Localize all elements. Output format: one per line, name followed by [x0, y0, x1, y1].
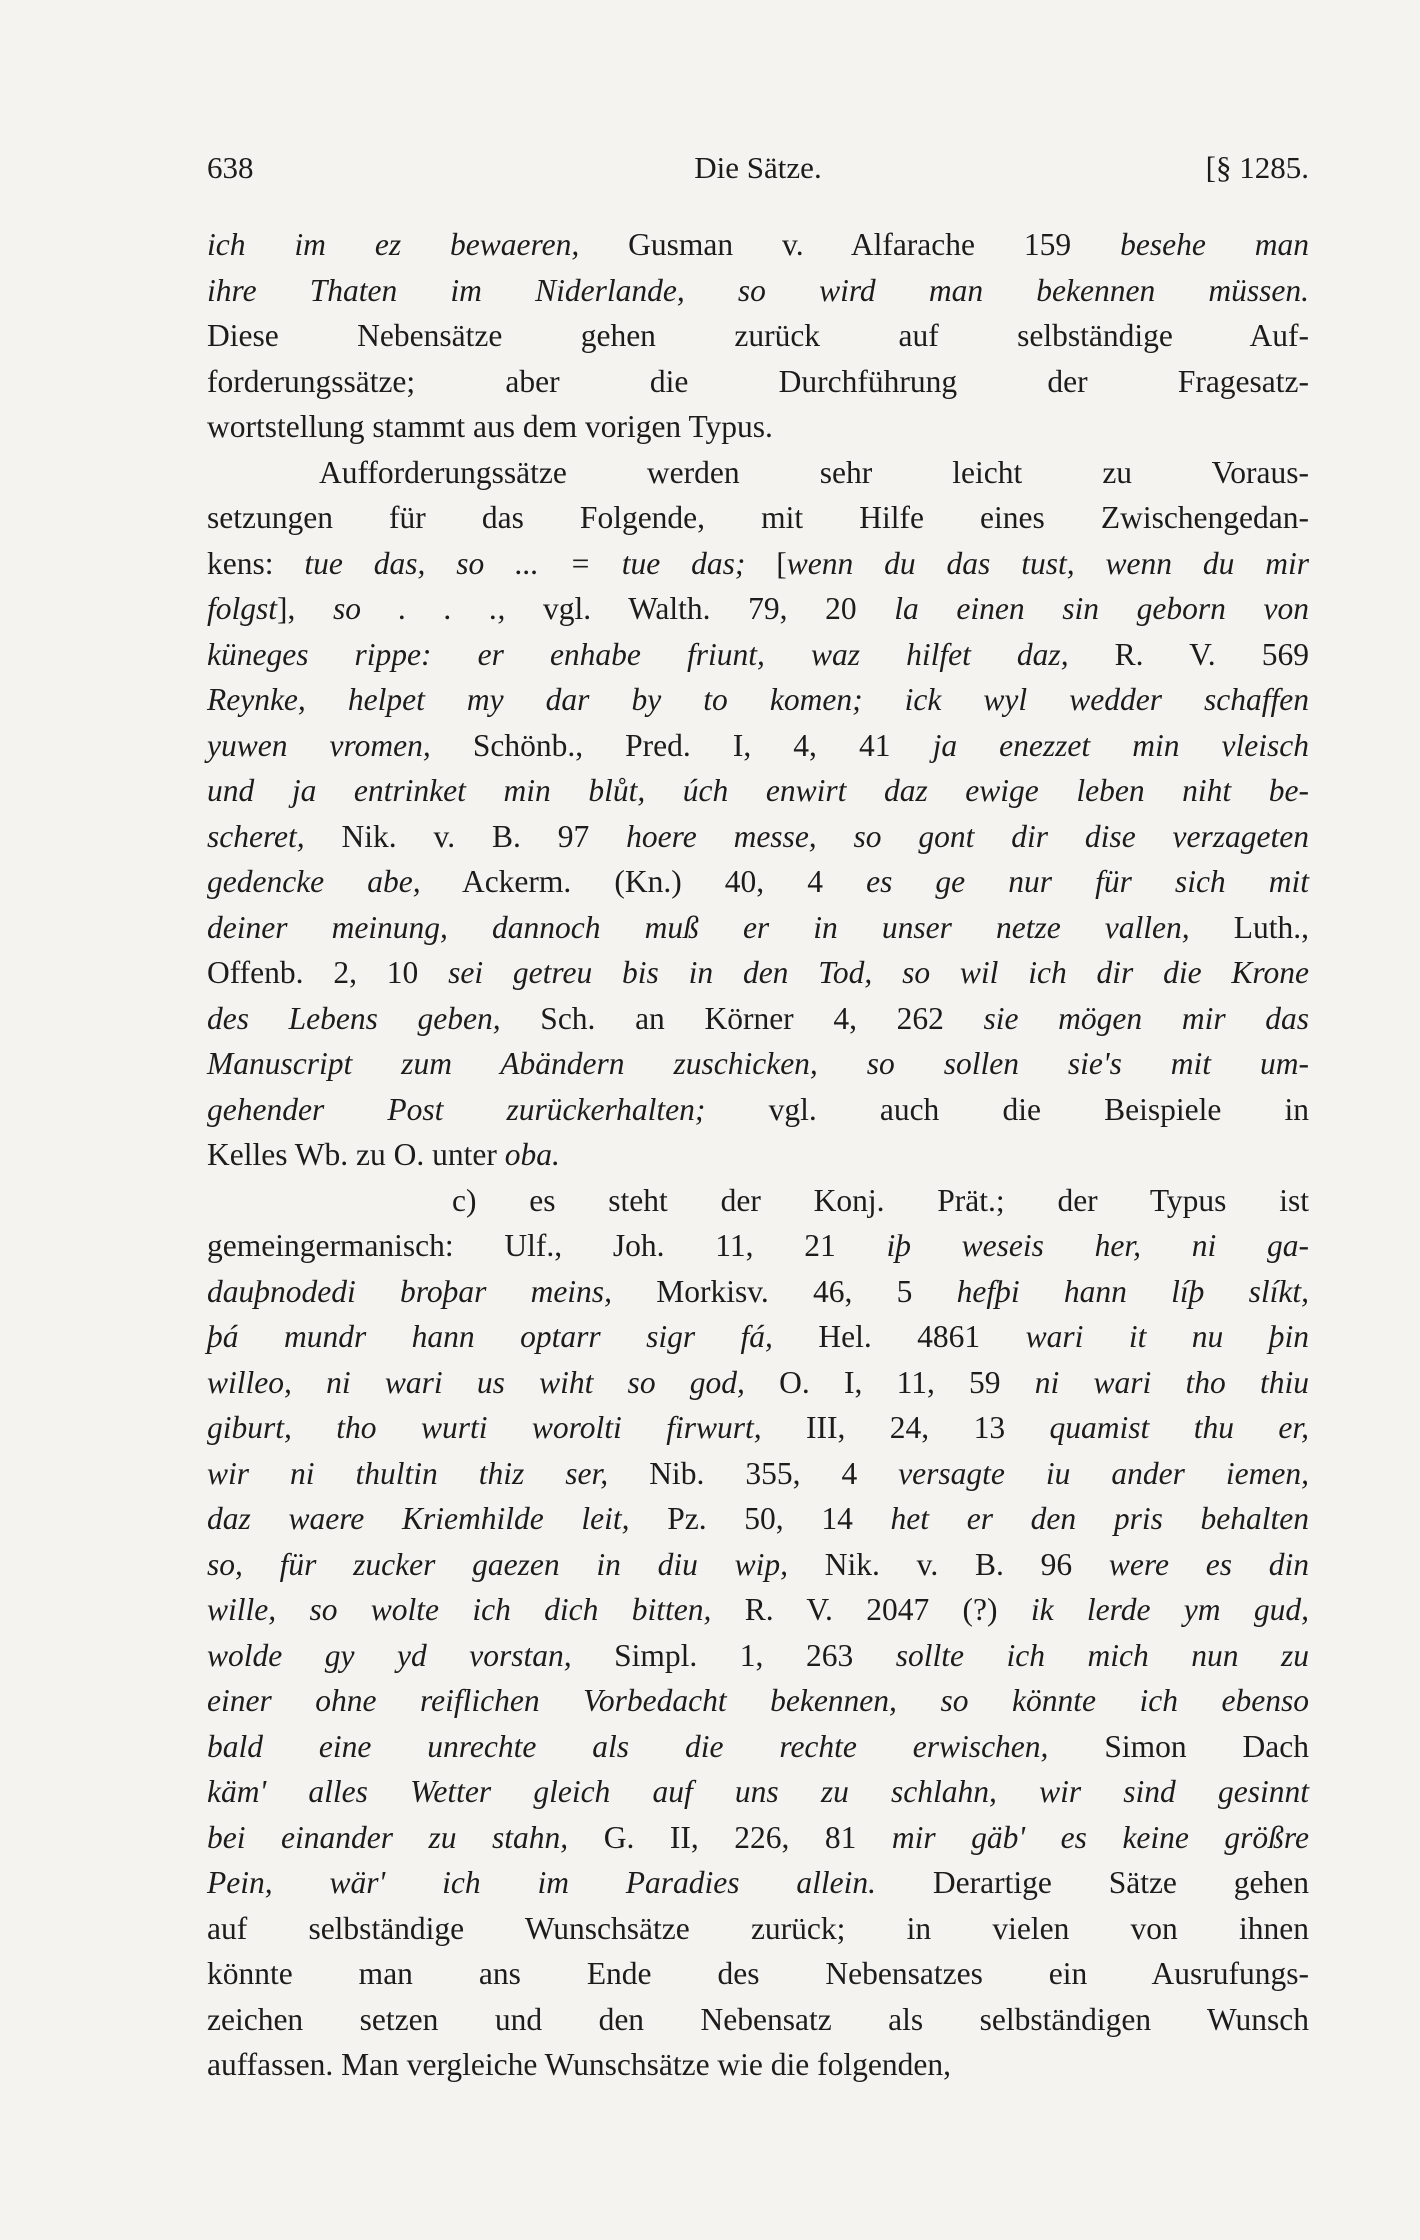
text-run: wortstellung stammt aus dem vorigen Typus. [207, 409, 773, 444]
text-line [207, 677, 1309, 723]
italic-quotation: daz waere Kriemhilde leit, [207, 1501, 630, 1536]
italic-quotation: deiner meinung, dannoch muß er in unser netze vallen, [207, 909, 1190, 945]
text-line [207, 859, 1309, 905]
text-line [207, 359, 1309, 405]
text-line [207, 632, 1309, 678]
text-line [207, 814, 1309, 860]
italic-quotation: versagte iu ander iemen, [898, 1455, 1309, 1491]
text-run: O. I, 11, 59 [744, 1364, 1035, 1400]
italic-quotation: hoere messe, so gont dir dise verzageten [626, 818, 1309, 854]
text-line [207, 1997, 1309, 2043]
text-line [207, 1314, 1309, 1360]
italic-quotation: des Lebens geben, [207, 1000, 501, 1036]
text-line [207, 313, 1309, 359]
italic-quotation: Pein, wär' ich im Paradies allein. [207, 1865, 877, 1900]
italic-quotation: Reynke, helpet my dar by to komen; ick wyl wedder schaffen [207, 682, 1309, 717]
italic-quotation: dauþnodedi broþar meins, [207, 1273, 612, 1309]
text-run: setzungen für das Folgende, mit Hilfe eines Zwischengedan- [207, 500, 1309, 535]
italic-quotation: mir gäb' es keine größre [891, 1819, 1309, 1855]
italic-quotation: käm' alles Wetter gleich auf uns zu schlahn, wir sind gesinnt [207, 1774, 1309, 1809]
text-run: auf selbständige Wunschsätze zurück; in vielen von ihnen [207, 1910, 1309, 1946]
text-line [207, 1769, 1309, 1815]
text-run: Nik. v. B. 97 [304, 818, 627, 854]
italic-quotation: tue das, so ... = tue das; [304, 545, 746, 581]
text-run: Aufforderungssätze werden sehr leicht zu Voraus- [319, 454, 1309, 490]
text-line [207, 1724, 1309, 1770]
italic-quotation: wille, so wolte ich dich bitten, [207, 1592, 712, 1627]
text-line [207, 541, 1309, 587]
text-run: Luth., [1189, 909, 1309, 945]
text-run: [ [745, 545, 787, 581]
italic-quotation: bei einander zu stahn, [207, 1819, 569, 1855]
italic-quotation: yuwen vromen, [207, 727, 431, 763]
text-line [207, 495, 1309, 541]
italic-quotation: besehe man [1120, 227, 1309, 262]
text-line [207, 1633, 1309, 1679]
text-run: Nik. v. B. 96 [788, 1546, 1109, 1582]
italic-quotation: küneges rippe: er enhabe friunt, waz hilfet daz, [207, 636, 1069, 672]
text-run: Kelles Wb. zu O. unter [207, 1137, 505, 1172]
text-line [207, 586, 1309, 632]
italic-quotation: es ge nur für sich mit [866, 864, 1310, 899]
body-text [207, 222, 1309, 2088]
italic-quotation: scheret, [207, 818, 305, 854]
text-run: Derartige Sätze gehen [876, 1865, 1309, 1900]
text-run: R. V. 569 [1068, 636, 1309, 672]
italic-quotation: hefþi hann líþ slíkt, [956, 1273, 1310, 1309]
italic-quotation: so, für zucker gaezen in diu wip, [207, 1546, 789, 1582]
italic-quotation: giburt, tho wurti worolti firwurt, [207, 1410, 762, 1445]
italic-quotation: willeo, ni wari us wiht so god, [207, 1364, 745, 1400]
italic-quotation: so . . ., [333, 591, 506, 626]
text-line [207, 1860, 1309, 1906]
text-run: Simpl. 1, 263 [571, 1637, 896, 1673]
text-run: Diese Nebensätze gehen zurück auf selbständige Auf- [207, 318, 1309, 353]
italic-quotation: sei getreu bis in den Tod, so wil ich dir die Krone [448, 955, 1310, 990]
text-run: Hel. 4861 [772, 1319, 1026, 1354]
italic-quotation: wenn du das tust, wenn du mir [786, 545, 1309, 581]
text-line [207, 1678, 1309, 1724]
text-run: Schönb., Pred. I, 4, 41 [430, 727, 933, 763]
text-line [207, 1815, 1309, 1861]
italic-quotation: folgst [207, 591, 278, 626]
text-line [207, 1132, 1309, 1178]
italic-quotation: sie mögen mir das [983, 1000, 1309, 1036]
italic-quotation: la einen sin geborn von [894, 591, 1309, 626]
text-run: ], [277, 591, 334, 626]
text-line [207, 1451, 1309, 1497]
text-line [207, 1087, 1309, 1133]
text-run: R. V. 2047 (?) [711, 1592, 1031, 1627]
text-run: Simon Dach [1048, 1728, 1309, 1764]
text-line [207, 905, 1309, 951]
italic-quotation: einer ohne reiflichen Vorbedacht bekennen, so könnte ich ebenso [207, 1683, 1309, 1718]
text-line [207, 2042, 1309, 2088]
italic-quotation: þá mundr hann optarr sigr fá, [207, 1319, 773, 1354]
italic-quotation: sollte ich mich nun zu [895, 1637, 1309, 1673]
text-line [207, 222, 1309, 268]
text-run: auffassen. Man vergleiche Wunschsätze wie die folgenden, [207, 2047, 951, 2082]
text-line [207, 950, 1309, 996]
italic-quotation: iþ weseis her, ni ga- [886, 1228, 1309, 1263]
text-line [207, 404, 1309, 450]
italic-quotation: wolde gy yd vorstan, [207, 1637, 572, 1673]
section-marker: [§ 1285. [1205, 150, 1309, 185]
italic-quotation: wari it nu þin [1025, 1319, 1309, 1354]
text-line [207, 1178, 1309, 1224]
text-line [207, 1360, 1309, 1406]
italic-quotation: ni wari tho thiu [1034, 1364, 1309, 1400]
italic-quotation: gehender Post zurückerhalten; [207, 1091, 706, 1127]
italic-quotation: ich im ez bewaeren, [207, 227, 580, 262]
text-run: Morkisv. 46, 5 [611, 1273, 957, 1309]
text-run: III, 24, 13 [761, 1410, 1050, 1445]
text-run: vgl. Walth. 79, 20 [505, 591, 895, 626]
text-run: Gusman v. Alfarache 159 [579, 227, 1121, 262]
text-line [207, 450, 1309, 496]
text-line [207, 996, 1309, 1042]
italic-quotation: Manuscript zum Abändern zuschicken, so sollen sie's mit um- [207, 1046, 1309, 1081]
text-line [207, 268, 1309, 314]
text-line [207, 1405, 1309, 1451]
text-run: zeichen setzen und den Nebensatz als selbständigen Wunsch [207, 2001, 1309, 2037]
italic-quotation: ik lerde ym gud, [1030, 1592, 1309, 1627]
italic-quotation: ja enezzet min vleisch [932, 727, 1309, 763]
text-run: Ackerm. (Kn.) 40, 4 [420, 864, 867, 899]
text-line [207, 1542, 1309, 1588]
page-number: 638 [207, 150, 254, 185]
italic-quotation: ihre Thaten im Niderlande, so wird man bekennen müssen. [207, 272, 1309, 308]
text-line [207, 1041, 1309, 1087]
italic-quotation: were es din [1108, 1546, 1309, 1582]
text-run: c) es steht der Konj. Prät.; der Typus ist [452, 1182, 1309, 1218]
text-run: Nib. 355, 4 [608, 1455, 899, 1491]
text-run: forderungssätze; aber die Durchführung der Fragesatz- [207, 363, 1309, 399]
running-head [207, 150, 1309, 200]
text-line [207, 1906, 1309, 1952]
text-run: Offenb. 2, 10 [207, 955, 449, 990]
text-run: G. II, 226, 81 [568, 1819, 892, 1855]
text-line [207, 723, 1309, 769]
text-line [207, 768, 1309, 814]
italic-quotation: wir ni thultin thiz ser, [207, 1455, 609, 1491]
text-run: Sch. an Körner 4, 262 [500, 1000, 984, 1036]
text-run: kens: [207, 545, 305, 581]
text-run: gemeingermanisch: Ulf., Joh. 11, 21 [207, 1228, 887, 1263]
italic-quotation: quamist thu er, [1049, 1410, 1309, 1445]
italic-quotation: oba. [504, 1137, 560, 1172]
italic-quotation: gedencke abe, [207, 864, 421, 899]
text-line [207, 1496, 1309, 1542]
italic-quotation: het er den pris behalten [890, 1501, 1309, 1536]
italic-quotation: und ja entrinket min blůt, úch enwirt daz ewige leben niht be- [207, 773, 1309, 808]
italic-quotation: bald eine unrechte als die rechte erwischen, [207, 1728, 1049, 1764]
text-run: Pz. 50, 14 [629, 1501, 891, 1536]
text-line [207, 1587, 1309, 1633]
running-title: Die Sätze. [694, 150, 822, 185]
text-run: könnte man ans Ende des Nebensatzes ein Ausrufungs- [207, 1956, 1309, 1991]
text-run: vgl. auch die Beispiele in [705, 1091, 1309, 1127]
text-line [207, 1951, 1309, 1997]
text-line [207, 1223, 1309, 1269]
text-line [207, 1269, 1309, 1315]
